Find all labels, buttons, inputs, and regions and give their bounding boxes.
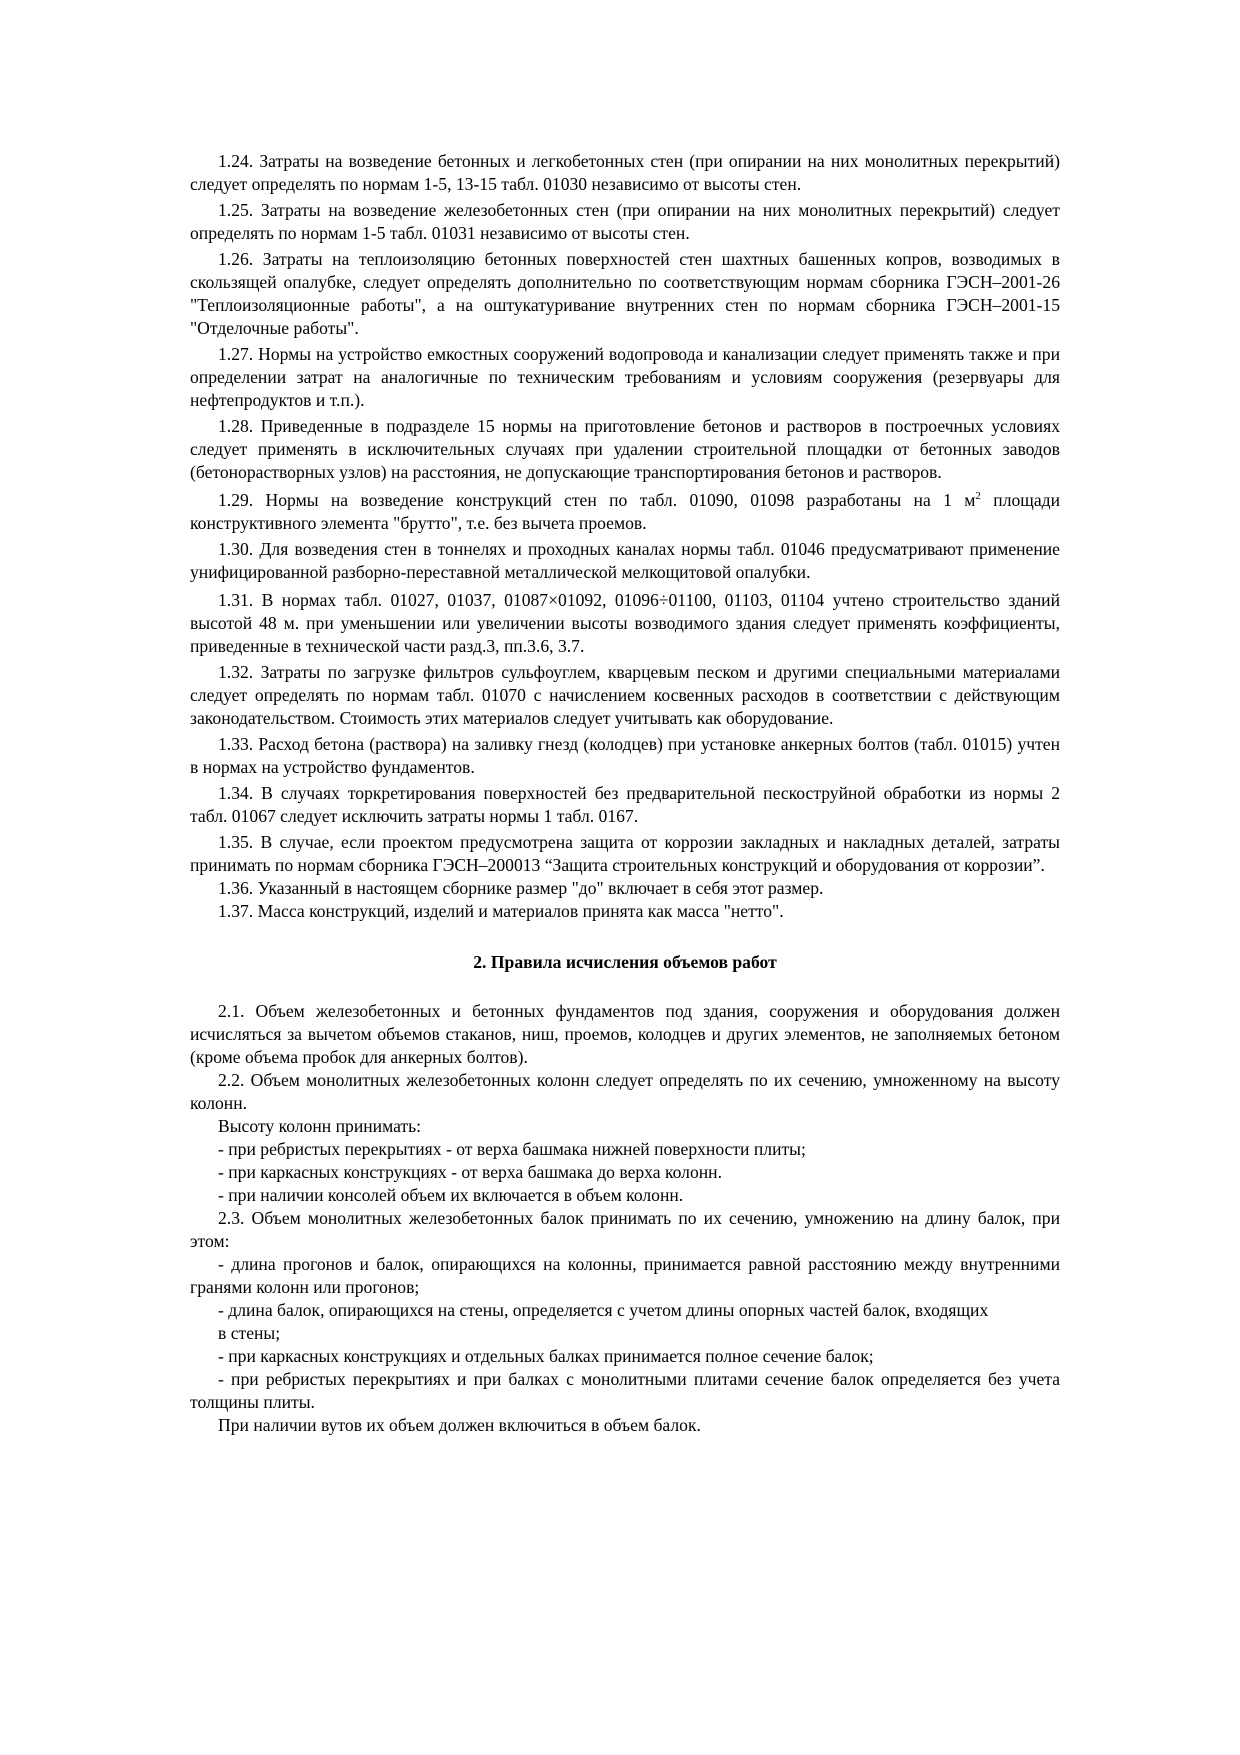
paragraph-2-2: 2.2. Объем монолитных железобетонных колонн следует определять по их сечению, умноженному на высоту колонн. [190, 1070, 1060, 1113]
list-item: - при каркасных конструкциях - от верха башмака до верха колонн. [218, 1162, 722, 1182]
paragraph-1-29 [190, 489, 1060, 535]
paragraph-1-28: 1.28. Приведенные в подразделе 15 нормы на приготовление бетонов и растворов в построечных условиях следует применять в исключительных случаях при удалении строительной площадки от бетонных заводов (бетонорастворных узлов) на расстояния, не допускающие транспортирования бетонов и растворов. [190, 416, 1060, 482]
paragraph-1-35: 1.35. В случае, если проектом предусмотрена защита от коррозии закладных и накладных деталей, затраты принимать по нормам сборника ГЭСН–200013 “Защита строительных конструкций и оборудования от коррозии”. [190, 832, 1060, 875]
paragraph-1-34: 1.34. В случаях торкретирования поверхностей без предварительной пескоструйной обработки из нормы 2 табл. 01067 следует исключить затраты нормы 1 табл. 0167. [190, 783, 1060, 826]
paragraph-2-1: 2.1. Объем железобетонных и бетонных фундаментов под здания, сооружения и оборудования должен исчисляться за вычетом объемов стаканов, ниш, проемов, колодцев и других элементов, не заполняемых бетоном (кроме объема пробок для анкерных болтов). [190, 1001, 1060, 1067]
paragraph-1-26: 1.26. Затраты на теплоизоляцию бетонных поверхностей стен шахтных башенных копров, возводимых в скользящей опалубке, следует определять дополнительно по соответствующим нормам сборника ГЭСН–2001-26 "Теплоизоляционные работы", а на оштукатуривание внутренних стен по нормам сборника ГЭСН–2001-15 "Отделочные работы". [190, 249, 1060, 338]
paragraph-2-3: 2.3. Объем монолитных железобетонных балок принимать по их сечению, умножению на длину балок, при этом: [190, 1208, 1060, 1251]
paragraph-1-36: 1.36. Указанный в настоящем сборнике размер "до" включает в себя этот размер. [218, 878, 824, 898]
paragraph-vuty: При наличии вутов их объем должен включиться в объем балок. [218, 1415, 701, 1435]
list-item: - при каркасных конструкциях и отдельных балках принимается полное сечение балок; [218, 1346, 874, 1366]
list-item: - длина прогонов и балок, опирающихся на колонны, принимается равной расстоянию между внутренними гранями колонн или прогонов; [190, 1254, 1060, 1297]
section-heading: 2. Правила исчисления объемов работ [473, 952, 777, 972]
list-item-continuation: в стены; [218, 1323, 281, 1343]
paragraph-1-30: 1.30. Для возведения стен в тоннелях и проходных каналах нормы табл. 01046 предусматривают применение унифицированной разборно-переставной металлической мелкощитовой опалубки. [190, 539, 1060, 582]
paragraph-1-29-tail: площади конструктивного элемента "брутто", т.е. без вычета проемов. [190, 490, 1060, 533]
list-item: - при наличии консолей объем их включается в объем колонн. [218, 1185, 684, 1205]
paragraph-1-25: 1.25. Затраты на возведение железобетонных стен (при опирании на них монолитных перекрытий) следует определять по нормам 1-5 табл. 01031 независимо от высоты стен. [190, 200, 1060, 243]
paragraph-1-31: 1.31. В нормах табл. 01027, 01037, 01087×01092, 01096÷01100, 01103, 01104 учтено строительство зданий высотой 48 м. при уменьшении или увеличении высоты возводимого здания следует применять коэффициенты, приведенные в технической части разд.3, пп.3.6, 3.7. [190, 590, 1060, 656]
list-item: - длина балок, опирающихся на стены, определяется с учетом длины опорных частей балок, входящих [218, 1300, 989, 1320]
paragraph-1-37: 1.37. Масса конструкций, изделий и материалов принята как масса "нетто". [218, 901, 784, 921]
paragraph-1-24: 1.24. Затраты на возведение бетонных и легкобетонных стен (при опирании на них монолитных перекрытий) следует определять по нормам 1-5, 13-15 табл. 01030 независимо от высоты стен. [190, 151, 1060, 194]
paragraph-1-29-text: 1.29. Нормы на возведение конструкций стен по табл. 01090, 01098 разработаны на 1 м [218, 490, 976, 510]
document-body [190, 150, 1060, 1437]
paragraph-column-height: Высоту колонн принимать: [218, 1116, 422, 1136]
list-item: - при ребристых перекрытиях - от верха башмака нижней поверхности плиты; [218, 1139, 806, 1159]
paragraph-1-32: 1.32. Затраты по загрузке фильтров сульфоуглем, кварцевым песком и другими специальными материалами следует определять по нормам табл. 01070 с начислением косвенных расходов в соответствии с действующим законодательством. Стоимость этих материалов следует учитывать как оборудование. [190, 662, 1060, 728]
paragraph-1-33: 1.33. Расход бетона (раствора) на заливку гнезд (колодцев) при установке анкерных болтов (табл. 01015) учтен в нормах на устройство фундаментов. [190, 734, 1060, 777]
list-item: - при ребристых перекрытиях и при балках с монолитными плитами сечение балок определяется без учета толщины плиты. [190, 1369, 1060, 1412]
superscript-2: 2 [975, 490, 981, 503]
paragraph-1-27: 1.27. Нормы на устройство емкостных сооружений водопровода и канализации следует применять также и при определении затрат на аналогичные по техническим требованиям и условиям сооружения (резервуары для нефтепродуктов и т.п.). [190, 344, 1060, 410]
